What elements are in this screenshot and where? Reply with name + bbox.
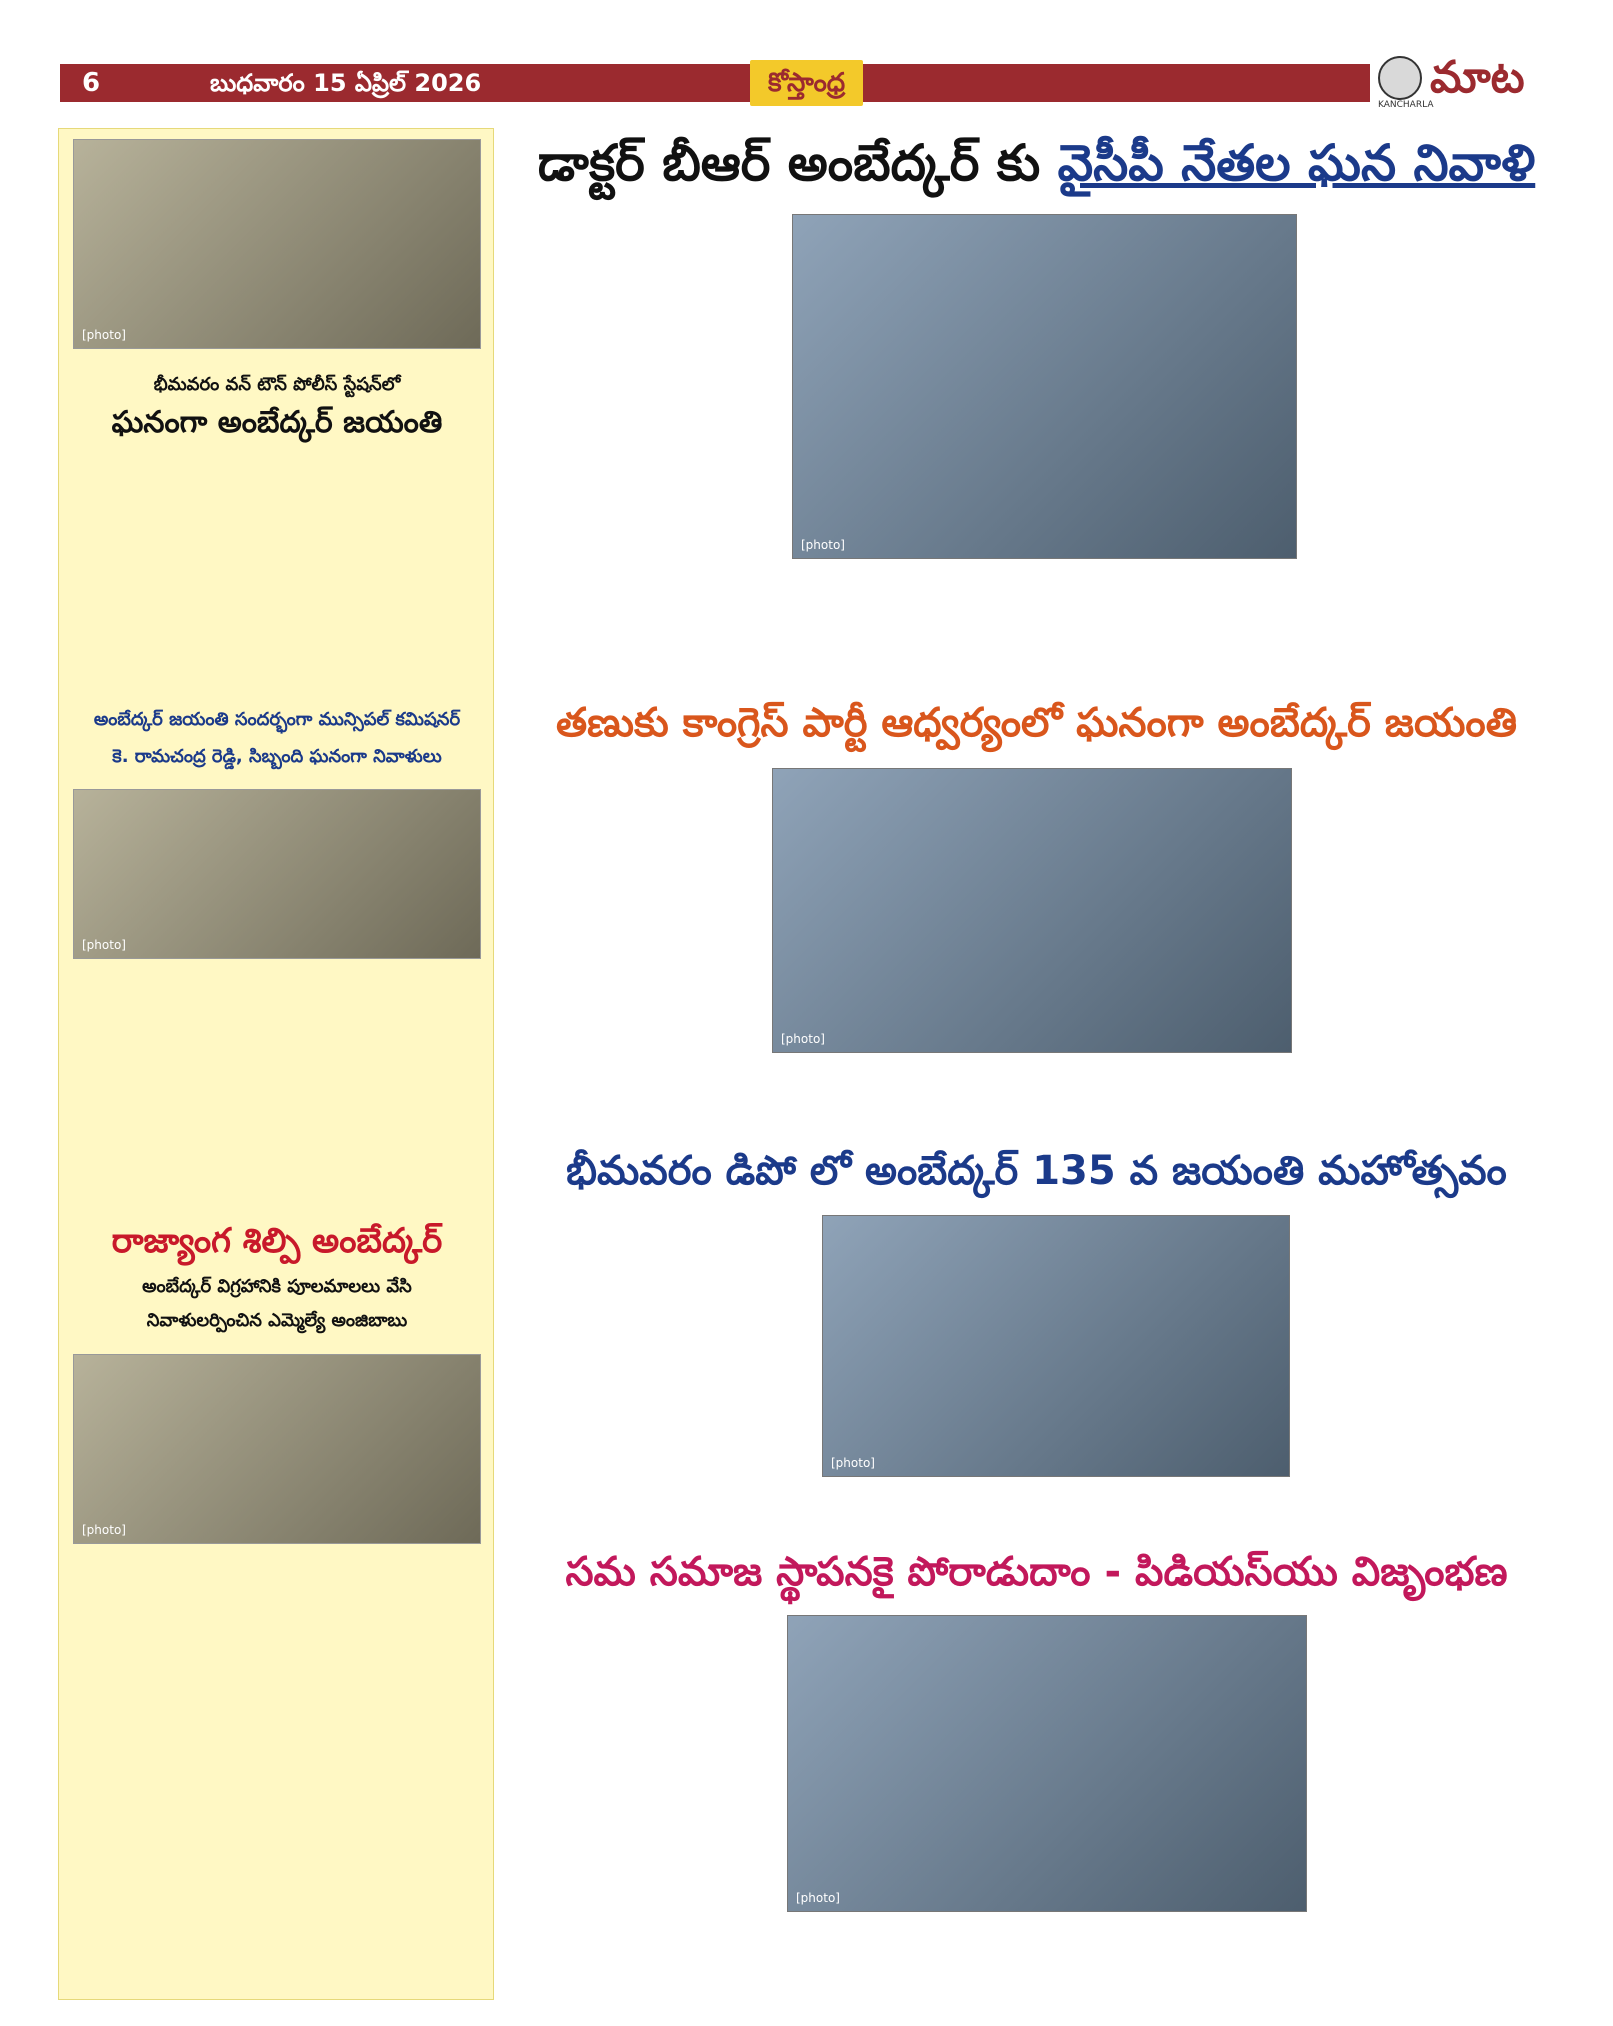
article3-photo: [photo] [822, 1215, 1290, 1477]
article4-col-bottom [787, 1920, 1307, 2000]
article2-col-bottom [772, 1062, 1292, 1138]
masthead-brand: మాట [1430, 52, 1525, 103]
masthead-portrait-icon [1378, 56, 1422, 100]
article4-col-right [1315, 1615, 1559, 2000]
article1-headline-part1: డాక్టర్ బీఆర్ అంబేద్కర్ కు [537, 134, 1058, 192]
page-header [60, 52, 1555, 110]
sidebar-story1-headline: ఘనంగా అంబేద్కర్ జయంతి [111, 405, 443, 440]
sidebar-story3-body [73, 1554, 481, 1994]
article4-photo: [photo] [787, 1615, 1307, 1912]
article1-col-bottom [792, 568, 1297, 686]
sidebar-story2-headline-1: అంబేద్కర్ జయంతి సందర్భంగా మున్సిపల్ కమిషనర్ [93, 709, 461, 730]
section-name: కోస్తాంధ్ర [750, 60, 863, 106]
article2-col-left [514, 768, 764, 1138]
sidebar-photo-3: [photo] [73, 1354, 481, 1544]
article1-headline-part2: వైసీపీ నేతల ఘన నివాళి [1057, 134, 1536, 192]
article1-col-left [514, 215, 784, 685]
article3-col-right [1300, 1215, 1559, 1540]
article2-photo: [photo] [772, 768, 1292, 1053]
article1-col-right [1307, 215, 1559, 685]
article4-headline: సమ సమాజ స్థాపనకై పోరాడుదాం - పిడియస్‌యు విజృంభణ [565, 1549, 1508, 1595]
sidebar-story3-sub-2: నివాళులర్పించిన ఎమ్మెల్యే అంజిబాబు [146, 1310, 408, 1331]
article3-headline: భీమవరం డిపో లో అంబేద్కర్ 135 వ జయంతి మహోత్సవం [566, 1148, 1507, 1194]
sidebar-story3-sub-1: అంబేద్కర్ విగ్రహానికి పూలమాలలు వేసి [142, 1276, 412, 1297]
article1-headline [514, 134, 1559, 205]
article3-col-bottom [822, 1486, 1290, 1540]
article2-headline: తణుకు కాంగ్రెస్ పార్టీ ఆధ్వర్యంలో ఘనంగా అంబేద్కర్ జయంతి [556, 700, 1517, 746]
sidebar-story2-headline-2: కె. రామచంద్ర రెడ్డి, సిబ్బంది ఘనంగా నివాళులు [112, 746, 442, 767]
article2-col-right [1302, 768, 1559, 1138]
masthead-sub: KANCHARLA [1378, 100, 1434, 110]
issue-date: బుధవారం 15 ఏప్రిల్ 2026 [210, 69, 482, 97]
article3-col-left [514, 1215, 814, 1540]
sidebar-photo-2: [photo] [73, 789, 481, 959]
article1-photo: [photo] [792, 214, 1297, 559]
sidebar-story1-kicker: భీమవరం వన్ టౌన్ పోలీస్ స్టేషన్‌లో [153, 374, 401, 395]
masthead [1378, 52, 1558, 112]
sidebar [58, 128, 494, 2000]
article4-col-left [514, 1615, 779, 2000]
sidebar-story3-headline: రాజ్యాంగ శిల్పి అంబేద్కర్ [111, 1221, 443, 1261]
sidebar-photo-1: [photo] [73, 139, 481, 349]
page-number: 6 [82, 68, 101, 98]
